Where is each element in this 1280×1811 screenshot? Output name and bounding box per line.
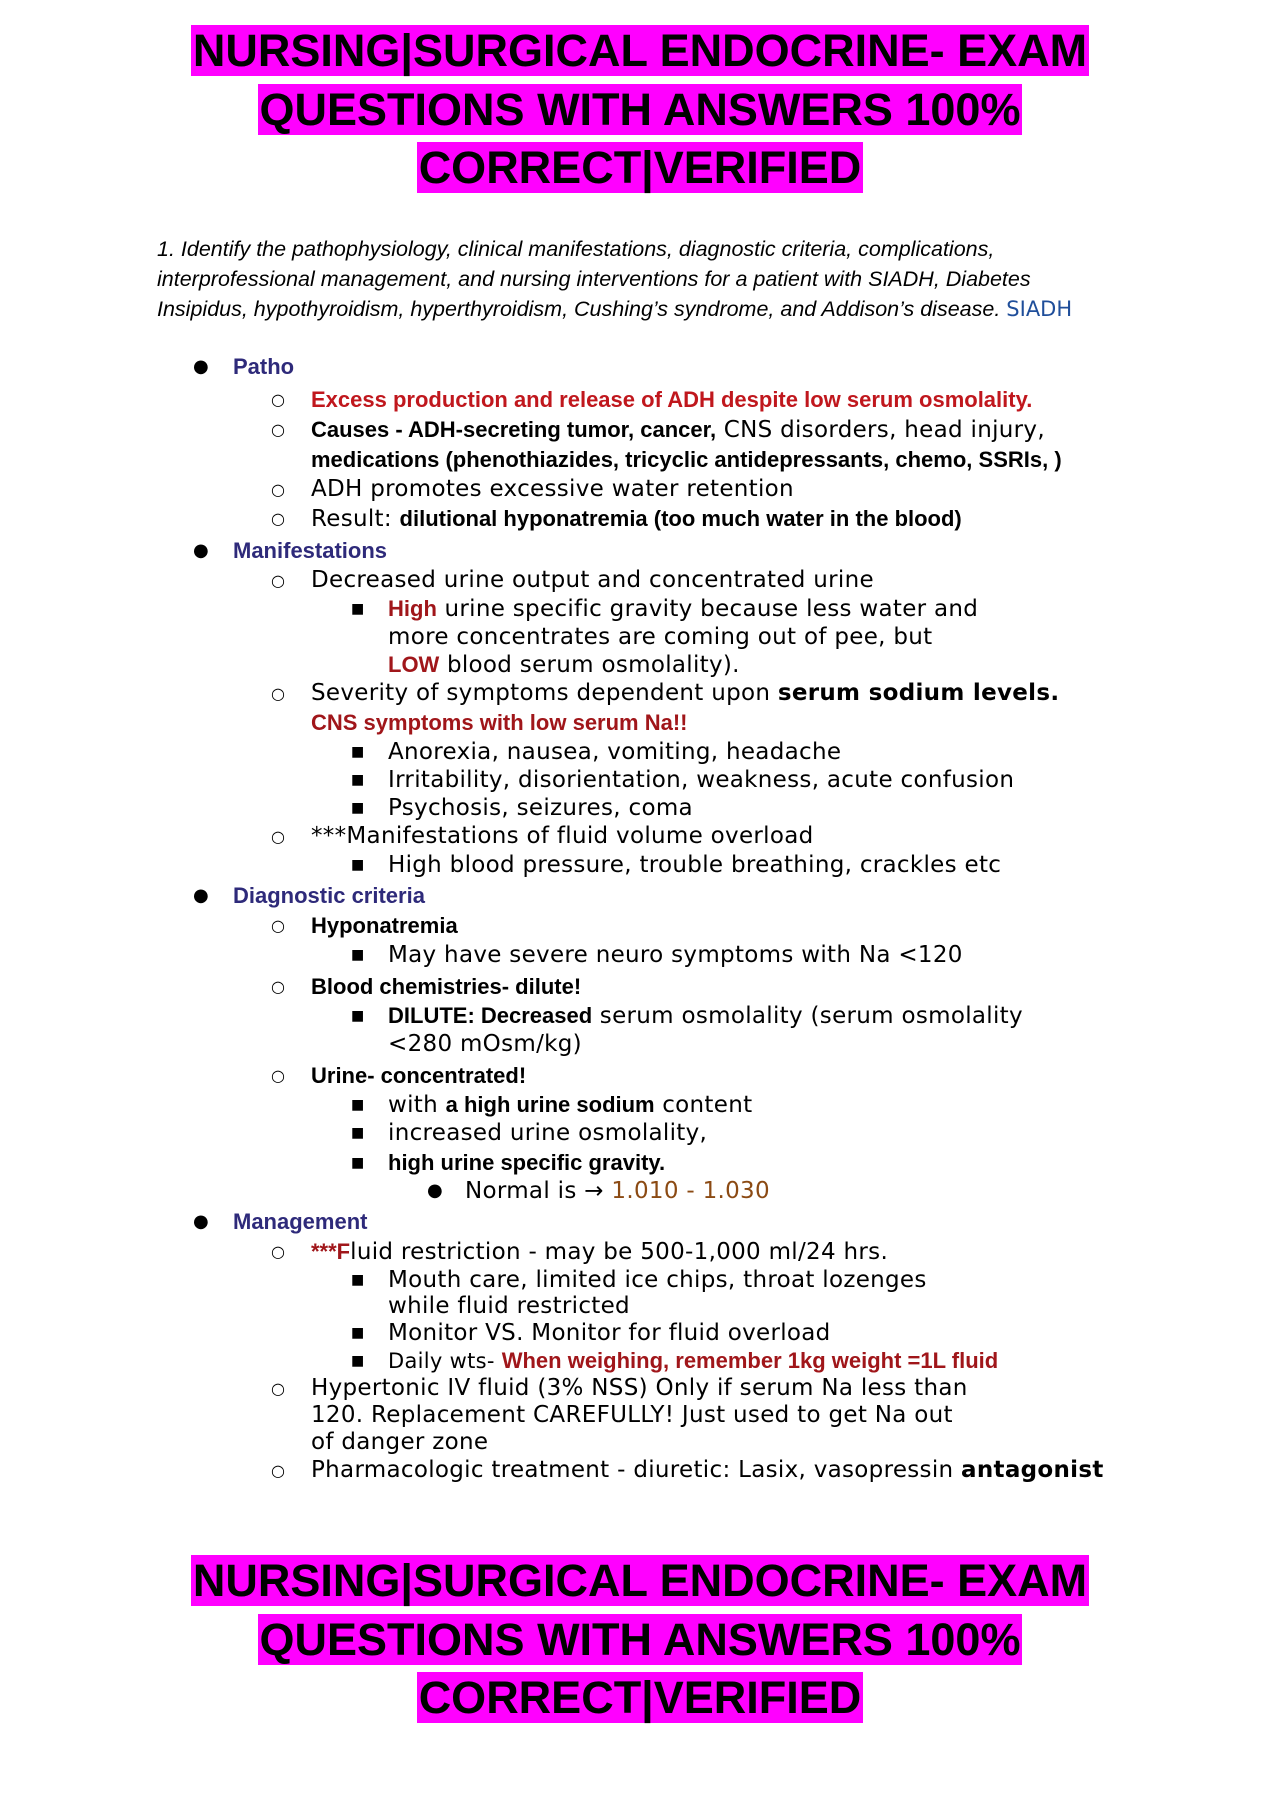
patho-item-1: Excess production and release of ADH despite low serum osmolality.: [311, 387, 1033, 412]
manifest-item-1: Decreased urine output and concentrated urine: [311, 567, 874, 593]
management-heading: Management: [233, 1209, 368, 1234]
section-manifestations: [0, 536, 1280, 566]
mgmt-fluid-sub3-red: When weighing, remember 1kg weight =1L fluid: [501, 1348, 999, 1373]
manifest-sym-3: Psychosis, seizures, coma: [388, 795, 693, 821]
list-item: [0, 415, 1280, 475]
bullet-l2: ○: [271, 1066, 286, 1085]
mgmt-pharm-text: Pharmacologic treatment - diuretic: Lasix, vasopressin: [311, 1457, 962, 1483]
list-item: [0, 1177, 1280, 1205]
mgmt-fluid-sub2: Monitor VS. Monitor for fluid overload: [388, 1320, 831, 1346]
list-item: [0, 1375, 1280, 1456]
list-item: [0, 385, 1280, 415]
manifest-sym-1: Anorexia, nausea, vomiting, headache: [388, 739, 842, 765]
mgmt-fluid-sub1b: while fluid restricted: [388, 1293, 630, 1319]
topic-siadh: SIADH: [1006, 297, 1073, 321]
patho-causes-rest: CNS disorders, head injury,: [716, 417, 1045, 443]
list-item: [0, 566, 1280, 595]
bullet-l2: ○: [271, 420, 286, 439]
mgmt-pharm-bold: antagonist: [961, 1457, 1104, 1483]
diag-urine-sub1-b: content: [654, 1092, 753, 1118]
list-item: [0, 766, 1280, 794]
bullet-l2: ○: [271, 1461, 286, 1480]
bullet-l3: ■: [351, 1155, 365, 1171]
title-line-1: NURSING|SURGICAL ENDOCRINE- EXAM: [192, 25, 1088, 76]
diag-urine-sub2: increased urine osmolality,: [388, 1120, 708, 1146]
bullet-l1: ●: [193, 540, 209, 561]
list-item: [0, 475, 1280, 504]
mgmt-fluid-stars: ***F: [311, 1239, 351, 1264]
diag-hypo-sub: May have severe neuro symptoms with Na <120: [388, 942, 963, 968]
patho-causes-bold: Causes - ADH-secreting tumor, cancer,: [311, 417, 717, 442]
manifest-sym-4: High blood pressure, trouble breathing, crackles etc: [388, 852, 1002, 878]
title-line-3: CORRECT|VERIFIED: [418, 142, 862, 193]
bullet-l2: ○: [271, 480, 286, 499]
question-text: 1. Identify the pathophysiology, clinical manifestations, diagnostic criteria, complications, interprofessional management, and nursing interventions for a patient with SIADH, Diabetes Insipidus, hypothyroidism, hyperthyroidism, Cushing’s syndrome, and Addison’s disease.: [157, 237, 1031, 321]
manifest-high: High: [388, 596, 437, 621]
manifest-low: LOW: [388, 652, 440, 677]
manifestations-heading: Manifestations: [233, 538, 388, 563]
bullet-l2: ○: [271, 571, 286, 590]
bullet-l2: ○: [271, 390, 286, 409]
bullet-l3: ■: [351, 772, 365, 788]
bullet-l2: ○: [271, 827, 286, 846]
diag-normal-value: 1.010 - 1.030: [611, 1178, 770, 1204]
list-item: [0, 738, 1280, 766]
list-item: [0, 1267, 1280, 1319]
diag-urine-sub3: high urine specific gravity.: [388, 1150, 666, 1175]
diag-urine-sub1-bold: a high urine sodium: [445, 1092, 655, 1117]
bullet-l2: ○: [271, 916, 286, 935]
mgmt-fluid-sub1a: Mouth care, limited ice chips, throat lozenges: [388, 1267, 927, 1293]
document-title-bottom: [0, 1552, 1280, 1728]
list-item: [0, 679, 1280, 738]
manifest-sub1-a: urine specific gravity because less water and: [436, 596, 979, 622]
bullet-l2: ○: [271, 509, 286, 528]
bullet-l2: ○: [271, 977, 286, 996]
mgmt-hyper-c: of danger zone: [311, 1429, 489, 1455]
diag-hypo: Hyponatremia: [311, 913, 458, 938]
mgmt-fluid-text: luid restriction - may be 500-1,000 ml/24 hrs.: [350, 1239, 889, 1265]
bullet-l3: ■: [351, 1125, 365, 1141]
bullet-l3: ■: [351, 744, 365, 760]
list-item: [0, 595, 1280, 679]
diag-urine-sub1-a: with: [388, 1092, 446, 1118]
bullet-l1: ●: [193, 885, 209, 906]
bullet-l4: ●: [427, 1180, 444, 1201]
manifest-item-2: Severity of symptoms dependent upon: [311, 680, 778, 706]
diag-urine: Urine- concentrated!: [311, 1063, 527, 1088]
manifest-sym-2: Irritability, disorientation, weakness, acute confusion: [388, 767, 1015, 793]
patho-result-bold: dilutional hyponatremia (too much water in the blood): [399, 506, 962, 531]
section-management: [0, 1207, 1280, 1237]
bullet-l3: ■: [351, 1097, 365, 1113]
patho-heading: Patho: [233, 354, 295, 379]
bullet-l3: ■: [351, 1325, 365, 1341]
bullet-l3: ■: [351, 1272, 365, 1288]
diag-blood-sub-text2: <280 mOsm/kg): [388, 1031, 582, 1057]
notes-content: [0, 352, 1280, 1485]
manifest-item-2-bold: serum sodium levels.: [777, 680, 1060, 706]
title-line-1: NURSING|SURGICAL ENDOCRINE- EXAM: [192, 1555, 1088, 1606]
manifest-sub1-b: more concentrates are coming out of pee, but: [388, 624, 933, 650]
manifest-item-3: ***Manifestations of fluid volume overload: [311, 823, 814, 849]
bullet-l1: ●: [193, 356, 209, 377]
bullet-l3: ■: [351, 1353, 365, 1369]
question-intro: [157, 234, 1117, 324]
bullet-l3: ■: [351, 947, 365, 963]
patho-item-3: ADH promotes excessive water retention: [311, 476, 794, 502]
bullet-l1: ●: [193, 1211, 209, 1232]
bullet-l3: ■: [351, 800, 365, 816]
bullet-l3: ■: [351, 601, 365, 617]
mgmt-hyper-b: 120. Replacement CAREFULLY! Just used to get Na out: [311, 1402, 953, 1428]
list-item: [0, 1347, 1280, 1375]
manifest-item-2-red: CNS symptoms with low serum Na!!: [311, 710, 688, 735]
mgmt-hyper-a: Hypertonic IV fluid (3% NSS) Only if serum Na less than: [311, 1375, 968, 1401]
bullet-l2: ○: [271, 1242, 286, 1261]
list-item: [0, 1061, 1280, 1091]
title-line-2: QUESTIONS WITH ANSWERS 100%: [259, 83, 1021, 135]
bullet-l2: ○: [271, 1379, 286, 1398]
title-line-2: QUESTIONS WITH ANSWERS 100%: [259, 1613, 1021, 1665]
list-item: [0, 1319, 1280, 1347]
section-diagnostic: [0, 881, 1280, 911]
diag-blood: Blood chemistries- dilute!: [311, 974, 582, 999]
bullet-l3: ■: [351, 1008, 365, 1024]
list-item: [0, 941, 1280, 969]
patho-causes-meds: medications (phenothiazides, tricyclic antidepressants, chemo, SSRIs, ): [311, 447, 1062, 472]
section-patho: [0, 352, 1280, 382]
diag-normal-label: Normal is →: [465, 1178, 612, 1204]
bullet-l3: ■: [351, 857, 365, 873]
list-item: [0, 972, 1280, 1002]
title-line-3: CORRECT|VERIFIED: [418, 1672, 862, 1723]
diagnostic-heading: Diagnostic criteria: [233, 883, 425, 908]
list-item: [0, 794, 1280, 822]
list-item: [0, 1237, 1280, 1267]
diag-blood-sub-bold: DILUTE: Decreased: [388, 1003, 593, 1028]
document-title-top: [0, 22, 1280, 198]
list-item: [0, 1456, 1280, 1485]
list-item: [0, 1119, 1280, 1147]
diag-blood-sub-text: serum osmolality (serum osmolality: [592, 1003, 1023, 1029]
list-item: [0, 822, 1280, 851]
mgmt-fluid-sub3-a: Daily wts-: [388, 1349, 502, 1373]
list-item: [0, 1149, 1280, 1177]
patho-result-label: Result:: [311, 506, 400, 532]
list-item: [0, 1091, 1280, 1119]
list-item: [0, 911, 1280, 941]
manifest-sub1-c: blood serum osmolality).: [439, 652, 740, 678]
list-item: [0, 851, 1280, 879]
list-item: [0, 504, 1280, 534]
bullet-l2: ○: [271, 684, 286, 703]
list-item: [0, 1002, 1280, 1058]
